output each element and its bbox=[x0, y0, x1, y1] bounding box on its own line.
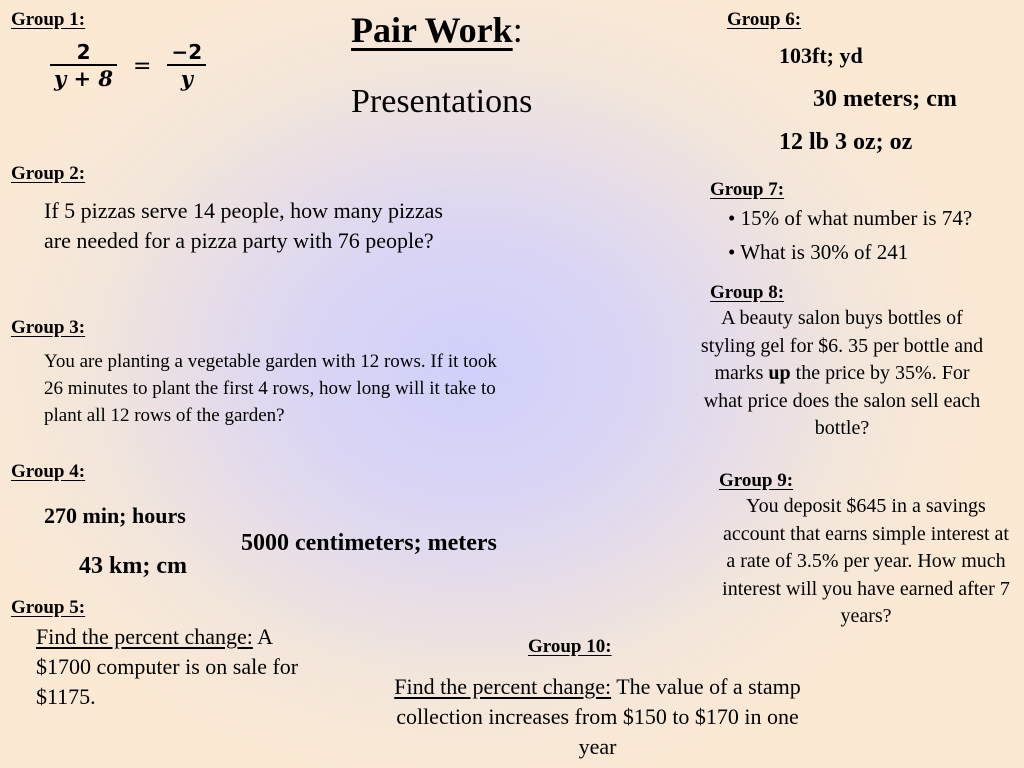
group-6-item-3: 12 lb 3 oz; oz bbox=[779, 129, 913, 155]
group-5-label: Group 5: bbox=[11, 597, 86, 618]
group-1-equation bbox=[50, 40, 206, 92]
group-4-item-2: 43 km; cm bbox=[79, 553, 187, 579]
group-6-item-1: 103ft; yd bbox=[779, 43, 863, 68]
left-denominator: y + 8 bbox=[54, 66, 114, 91]
group-6-item-2: 30 meters; cm bbox=[813, 86, 957, 112]
group-2-label: Group 2: bbox=[11, 163, 86, 184]
group-9-label: Group 9: bbox=[719, 470, 794, 491]
equals-sign: = bbox=[133, 53, 152, 79]
group-2-problem: If 5 pizzas serve 14 people, how many pizzas are needed for a pizza party with 76 people? bbox=[44, 198, 443, 253]
title-main: Pair Work bbox=[351, 10, 513, 50]
group-9-problem: You deposit $645 in a savings account that earns simple interest at a rate of 3.5% per year. How much interest will you have earned after 7 years? bbox=[722, 495, 1010, 627]
group-10-prefix: Find the percent change: bbox=[394, 674, 612, 699]
group-7-list bbox=[728, 201, 1024, 269]
group-10-problem bbox=[385, 672, 810, 762]
subtitle: Presentations bbox=[351, 83, 533, 120]
group-8-label: Group 8: bbox=[710, 282, 785, 303]
group-3-problem: You are planting a vegetable garden with 12 rows. If it took 26 minutes to plant the first 4 rows, how long will it take to plant all 12 rows of the garden? bbox=[44, 351, 497, 426]
group-7-label: Group 7: bbox=[710, 179, 785, 200]
group-5-problem bbox=[36, 622, 321, 712]
list-item: • What is 30% of 241 bbox=[728, 240, 909, 264]
group-1-label: Group 1: bbox=[11, 9, 86, 30]
group-5-text: A $1700 computer is on sale for $1175. bbox=[36, 624, 299, 709]
group-8-bold-word: up bbox=[768, 362, 791, 384]
left-numerator: 2 bbox=[76, 40, 91, 64]
group-10-text: The value of a stamp collection increases from $150 to $170 in one year bbox=[396, 674, 801, 759]
group-4-item-1: 270 min; hours bbox=[44, 503, 186, 528]
right-numerator: −2 bbox=[171, 40, 203, 64]
right-denominator: y bbox=[180, 66, 193, 91]
equation-left-fraction bbox=[50, 40, 117, 92]
group-8-problem bbox=[697, 305, 987, 443]
group-6-label: Group 6: bbox=[727, 9, 802, 30]
group-8-text-b: the price by 35%. For what price does the salon sell each bottle? bbox=[703, 362, 981, 439]
list-item: • 15% of what number is 74? bbox=[728, 206, 973, 230]
equation-right-fraction bbox=[167, 40, 206, 92]
title bbox=[351, 8, 523, 52]
group-5-prefix: Find the percent change: bbox=[36, 624, 253, 649]
group-10-label: Group 10: bbox=[528, 636, 612, 657]
group-8-text-a: A beauty salon buys bottles of styling gel for $6. 35 per bottle and marks bbox=[700, 307, 984, 384]
title-colon: : bbox=[512, 10, 523, 50]
group-3-label: Group 3: bbox=[11, 317, 86, 338]
group-4-item-3: 5000 centimeters; meters bbox=[241, 530, 497, 556]
group-4-label: Group 4: bbox=[11, 461, 86, 482]
